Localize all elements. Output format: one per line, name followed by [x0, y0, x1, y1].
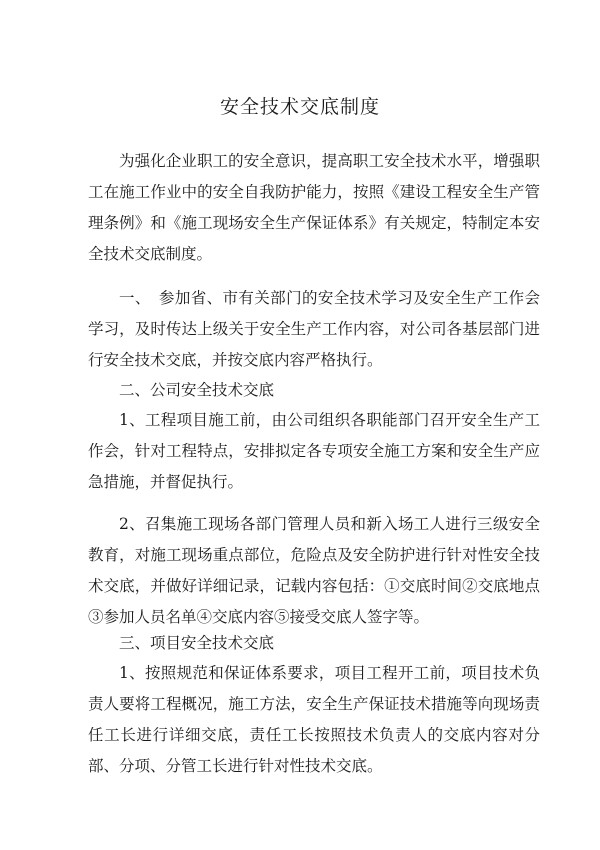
heading-section-3: 三、项目安全技术交底 [119, 634, 275, 652]
document-title: 安全技术交底制度 [219, 96, 380, 118]
paragraph-section-2-item-1: 1、工程项目施工前，由公司组织各职能部门召开安全生产工作会，针对工程特点，安排拟定各专项安全施工方案和安全生产应急措施，并督促执行。 [88, 411, 540, 491]
heading-section-2: 二、公司安全技术交底 [119, 381, 275, 399]
paragraph-section-2-item-2: 2、召集施工现场各部门管理人员和新入场工人进行三级安全教育，对施工现场重点部位，危险点及安全防护进行针对性安全技术交底，并做好详细记录，记载内容包括：①交底时间②交底地点③参加人员名单④交底内容⑤接受交底人签字等。 [88, 515, 540, 626]
paragraph-section-1: 一、 参加省、市有关部门的安全技术学习及安全生产工作会学习，及时传达上级关于安全生产工作内容，对公司各基层部门进行安全技术交底，并按交底内容严格执行。 [88, 289, 540, 369]
paragraph-intro: 为强化企业职工的安全意识，提高职工安全技术水平，增强职工在施工作业中的安全自我防护能力，按照《建设工程安全生产管理条例》和《施工现场安全生产保证体系》有关规定，特制定本安全技术交底制度。 [88, 152, 540, 263]
paragraph-section-3-item-1: 1、按照规范和保证体系要求，项目工程开工前，项目技术负责人要将工程概况，施工方法，安全生产保证技术措施等向现场责任工长进行详细交底，责任工长按照技术负责人的交底内容对分部、分项、分管工长进行针对性技术交底。 [88, 664, 540, 775]
